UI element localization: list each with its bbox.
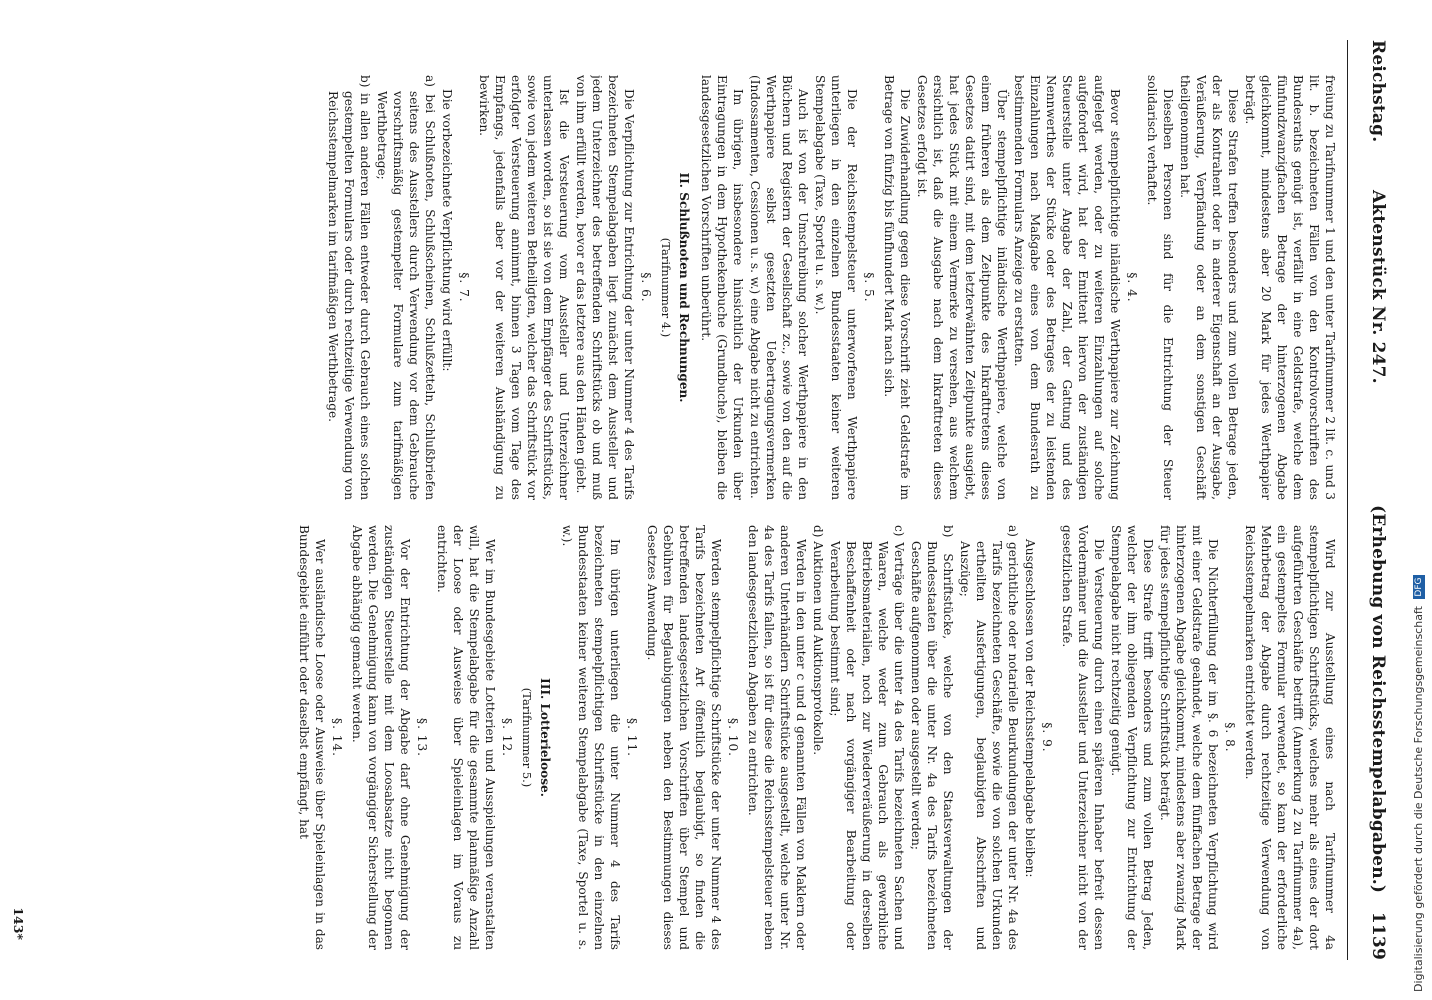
- paragraph: Die Zuwiderhandlung gegen diese Vorschrift zieht Geldstrafe im Betrage von fünfzig bis fünfhundert Mark nach sich.: [882, 75, 912, 500]
- list-item: d) Auktionen und Auktionsprotokolle.: [811, 525, 825, 756]
- section-marker: §. 9.: [1040, 722, 1054, 753]
- header-left: Reichstag.: [1368, 40, 1388, 143]
- header-rule: [1347, 40, 1348, 960]
- list-item: b) Schriftstücke, welche von den Staatsverwaltungen der Bundesstaaten über die unter Nr. 4a des Tarifs bezeichneten Geschäfte aufgenommen oder ausgestellt werden;: [909, 525, 955, 950]
- section-marker: §. 5.: [862, 272, 876, 303]
- section-marker: §. 4.: [1125, 272, 1139, 303]
- list-item: b) in allen anderen Fällen entweder durch Gebrauch eines solchen gestempelten Formulars oder durch rechtzeitige Verwendung von Reichsstempelmarken im tarifmäßigen Werthbetrage.: [326, 75, 372, 500]
- paragraph: Wer ausländische Loose oder Ausweise über Spieleinlagen in das Bundesgebiet einführt oder daselbst empfängt, hat: [297, 525, 327, 950]
- paragraph: Werden in den unter c und d genannten Fällen von Maklern oder anderen Unterhändlern Schriftstücke ausgestellt, welche unter Nr. 4a des Tarifs fallen, so ist für diese die Reichsstempelsteuer neben den landesgesetzlichen Abgaben zu entrichten.: [746, 525, 808, 950]
- paragraph: Bevor stempelpflichtige inländische Werthpapiere zur Zeichnung aufgelegt werden, oder zu weiteren Einzahlungen auf solche aufgefordert wird, hat der Emittent hiervon der zuständigen Steuerstelle unter Angabe der Zahl, der Gattung und des Nennwerthes der Stücke oder des Betrages der zu leistenden Einzahlungen nach Maßgabe eines von dem Bundesrath zu bestimmenden Formulars Anzeige zu erstatten.: [1012, 75, 1122, 500]
- list-item: a) bei Schlußnoten, Schlußscheinen, Schlußzetteln, Schlußbriefen seitens des Ausstellers durch Verwendung vor dem Gebrauche vorschriftsmäßig gestempelter Formulare zum tarifmäßigen Werthbetrage;: [375, 75, 437, 500]
- paragraph: freiung zu Tarifnummer 1 und den unter Tarifnummer 2 lit. c. und 3 lit. b. bezeichneten Fällen von den Kontrolvorschriften des Bundesraths genügt ist, verfällt in eine Geldstrafe, welche dem fünfundzwanzigfachen Betrage der hinterzogenen Abgabe gleichkommt, mindestens aber 20 Mark für jedes Werthpapier beträgt.: [1243, 75, 1337, 500]
- paragraph: Die Verpflichtung zur Entrichtung der unter Nummer 4 des Tarifs bezeichneten Stempelabgaben liegt zunächst dem Aussteller und jedem Unterzeichner des betreffenden Schriftstücks ob und muß von ihm erfüllt werden, bevor er das letztere aus den Händen giebt.: [574, 75, 636, 500]
- header-document-number: Aktenstück Nr. 247.: [1368, 190, 1388, 384]
- left-text-column: [18, 75, 1338, 500]
- paragraph: Vor der Entrichtung der Abgabe darf ohne Genehmigung der zuständigen Steuerstelle mit dem Loosabsatze nicht begonnen werden. Die Genehmigung kann von vorgängiger Sicherstellung der Abgabe abhängig gemacht werden.: [350, 525, 412, 950]
- paragraph: Ist die Versteuerung vom Aussteller und Unterzeichner unterlassen worden, so ist sie von dem Empfänger des Schriftstücks, sowie von jedem weiteren Betheiligten, welcher das Schriftstück vor erfolgter Versteuerung annimmt, binnen 3 Tagen vom Tage des Empfangs, jedenfalls aber vor der weiteren Aushändigung zu bewirken.: [477, 75, 571, 500]
- paragraph: Ausgeschlossen von der Reichsstempelabgabe bleiben:: [1023, 539, 1037, 878]
- section-marker: §. 7.: [457, 272, 471, 303]
- paragraph: Werden stempelpflichtige Schriftstücke der unter Nummer 4 des Tarifs bezeichneten Art öffentlich beglaubigt, so finden die betreffenden landesgesetzlichen Vorschriften über Stempel und Gebühren für Beglaubigungen neben den Bestimmungen dieses Gesetzes Anwendung.: [645, 525, 723, 950]
- right-text-column: [18, 525, 1338, 950]
- paragraph: Im übrigen unterliegen die unter Nummer 4 des Tarifs bezeichneten stempelpflichtigen Schriftstücke in den einzelnen Bundesstaaten keiner weiteren Stempelabgabe (Taxe, Sportel u. s. w.).: [560, 525, 622, 950]
- paragraph: Im übrigen, insbesondere hinsichtlich der Urkunden über Eintragungen in dem Hypothekenbuche (Grundbuche), bleiben die landesgesetzlichen Vorschriften unberührt.: [699, 75, 745, 500]
- section-marker: §. 11.: [625, 718, 639, 757]
- section-marker: §. 14.: [330, 718, 344, 757]
- header-section-title: (Erhebung von Reichsstempelabgaben.): [1368, 505, 1388, 894]
- paragraph: Diese Strafen treffen besonders und zum vollen Betrage jeden, der als Kontrahent oder in anderer Eigenschaft an der Ausgabe, Veräußerung, Verpfändung oder an dem sonstigen Geschäft theilgenommen hat.: [1178, 75, 1240, 500]
- digitization-credit: [1407, 0, 1431, 1000]
- section-marker: §. 12.: [500, 718, 514, 757]
- tariff-reference: (Tarifnummer 4.): [659, 237, 673, 338]
- chapter-heading: II. Schlußnoten und Rechnungen.: [677, 172, 691, 403]
- credit-label: Digitalisierung gefördert durch die Deutsche Forschungsgemeinschaft: [1412, 606, 1425, 992]
- list-item: a) gerichtliche oder notarielle Beurkundungen der unter Nr. 4a des Tarifs bezeichneten Geschäfte, sowie die von solchen Urkunden ertheilten Ausfertigungen, beglaubigten Abschriften und Auszüge;: [958, 525, 1020, 950]
- running-header: [1344, 40, 1388, 960]
- paragraph: Wird zur Ausstellung eines nach Tarifnummer 4a stempelpflichtigen Schriftstücks, welches mehr als eines der dort aufgeführten Geschäfte betrifft (Anmerkung 2 zu Tarifnummer 4a), ein gestempeltes Formular verwendet, so kann der erforderliche Mehrbetrag der Abgabe durch rechtzeitige Verwendung von Reichsstempelmarken entrichtet werden.: [1243, 525, 1337, 950]
- page-number: 1139: [1368, 911, 1388, 960]
- section-marker: §. 6.: [639, 272, 653, 303]
- chapter-heading: III. Lotterieloose.: [538, 678, 552, 797]
- paragraph: Wer im Bundesgebiete Lotterien und Ausspielungen veranstalten will, hat die Stempelabgabe für die gesammte planmäßige Anzahl der Loose oder Ausweise über Spieleinlagen im Voraus zu entrichten.: [435, 525, 497, 950]
- paragraph: Die Nichterfüllung der im §. 6 bezeichneten Verpflichtung wird mit einer Geldstrafe geahndet, welche dem fünffachen Betrage der hinterzogenen Abgabe gleichkommt, mindestens aber zwanzig Mark für jedes stempelpflichtige Schriftstück beträgt.: [1158, 525, 1220, 950]
- paragraph: Über stempelpflichtige inländische Werthpapiere, welche von einem früheren als dem Zeitpunkte des Inkrafttretens dieses Gesetzes datirt sind, mit dem letzterwähnten Zeitpunkte ausgiebt, hat jedes Stück mit einem Vermerke zu versehen, aus welchem ersichtlich ist, daß die Ausgabe nach dem Inkrafttreten dieses Gesetzes erfolgt ist.: [915, 75, 1009, 500]
- digitization-credit-text: [1407, 0, 1431, 992]
- section-marker: §. 10.: [726, 718, 740, 757]
- paragraph: Die der Reichsstempelsteuer unterworfenen Werthpapiere unterliegen in den einzelnen Bundesstaaten keiner weiteren Stempelabgabe (Taxe, Sportel u. s. w.).: [813, 75, 859, 500]
- paragraph: Die Versteuerung durch einen späteren Inhaber befreit dessen Vordermänner und die Aussteller und Unterzeichner nicht von der gesetzlichen Strafe.: [1060, 525, 1106, 950]
- section-marker: §. 13.: [415, 718, 429, 757]
- section-marker: §. 8.: [1223, 722, 1237, 753]
- list-item: c) Verträge über die unter 4a des Tarifs bezeichneten Sachen und Waaren, welche weder zum Gebrauch als gewerbliche Betriebsmaterialien, noch zur Wiederveräußerung in derselben Beschaffenheit oder nach vorgängiger Bearbeitung oder Verarbeitung bestimmt sind;: [828, 525, 906, 950]
- paragraph: Auch ist von der Umschreibung solcher Werthpapiere in den Büchern und Registern der Gesellschaft zc., sowie von den auf die Werthpapiere selbst gesetzten Uebertragungsvermerken (Indossamenten, Cessionen u. s. w.) eine Abgabe nicht zu entrichten.: [748, 75, 810, 500]
- paragraph: Diese Strafe trifft besonders und zum vollen Betrag Jeden, welcher der ihm obliegenden Verpflichtung zur Entrichtung der Stempelabgabe nicht rechtzeitig genügt.: [1109, 525, 1155, 950]
- paragraph: Dieselben Personen sind für die Entrichtung der Steuer solidarisch verhaftet.: [1145, 75, 1175, 500]
- dfg-logo: DFG: [1414, 577, 1424, 597]
- tariff-reference: (Tarifnummer 5.): [520, 687, 534, 788]
- paragraph: Die vorbezeichnete Verpflichtung wird erfüllt:: [440, 89, 454, 372]
- signature-mark: 143*: [11, 907, 26, 940]
